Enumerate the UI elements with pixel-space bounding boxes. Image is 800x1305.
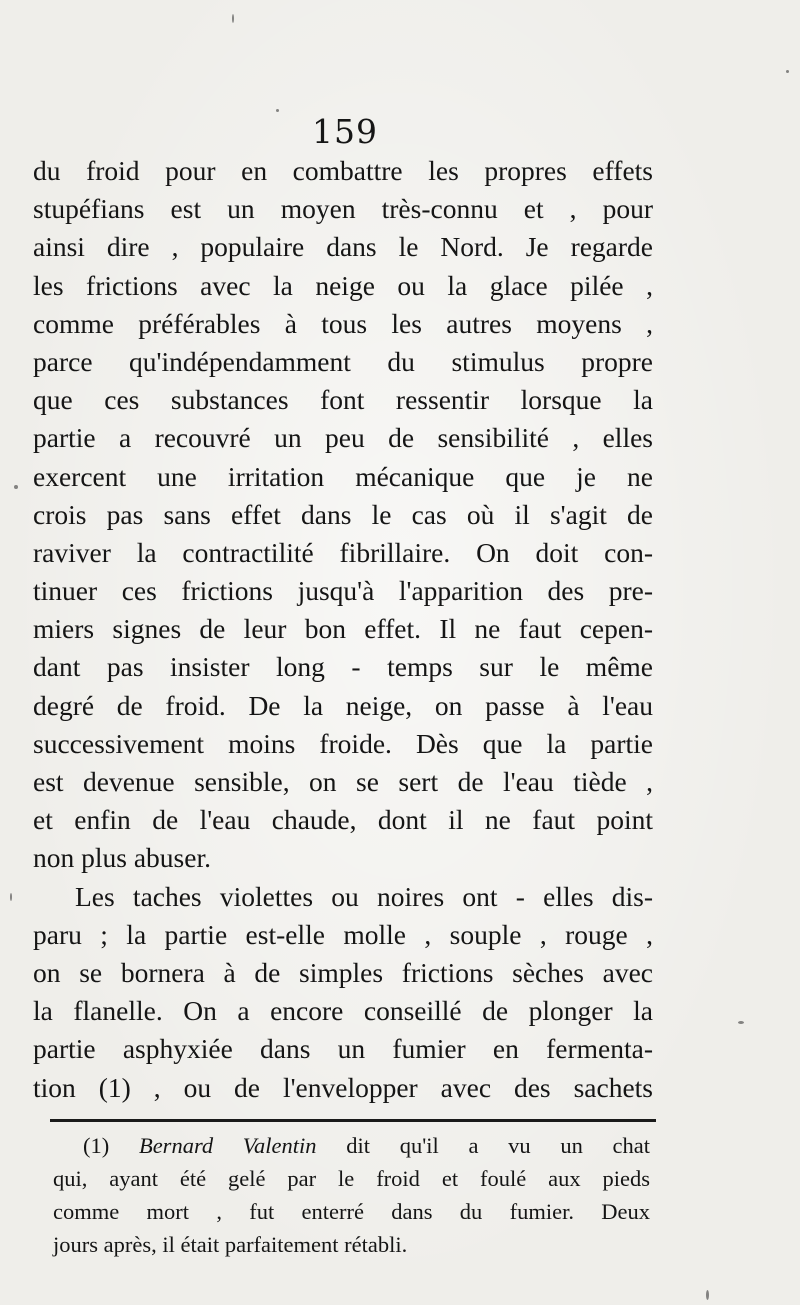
text-line: crois pas sans effet dans le cas où il s'agit de [33,498,653,530]
text-line: comme préférables à tous les autres moyens , [33,307,653,339]
footnote-rule [50,1119,656,1122]
text-line: les frictions avec la neige ou la glace pilée , [33,269,653,301]
text-line: on se bornera à de simples frictions sèches avec [33,956,653,988]
text-line: dant pas insister long - temps sur le même [33,651,653,683]
ink-speck [10,893,12,901]
text-line: miers signes de leur bon effet. Il ne faut cepen- [33,613,653,645]
paragraph-2 [33,878,653,1107]
text-line: exercent une irritation mécanique que je ne [33,460,653,492]
page-number: 159 [312,112,378,151]
body-text [33,152,653,1107]
ink-speck [276,109,279,112]
text-line: paru ; la partie est-elle molle , souple , rouge , [33,918,653,950]
footnote-line: qui, ayant été gelé par le froid et foulé aux pieds [53,1166,650,1191]
text-line: parce qu'indépendamment du stimulus propre [33,345,653,377]
ink-speck [738,1021,744,1024]
ink-speck [232,14,234,23]
footnote-first-line [53,1129,650,1162]
text-line: non plus abuser. [33,842,211,874]
ink-speck [786,70,789,73]
paragraph-1 [33,152,653,878]
ink-speck [14,485,18,489]
footnote-line: jours après, il était parfaitement rétabli. [53,1232,408,1257]
text-line: que ces substances font ressentir lorsque la [33,384,653,416]
text-line: Les taches violettes ou noires ont - elles dis- [75,880,653,912]
text-line: raviver la contractilité fibrillaire. On doit con- [33,536,653,568]
text-line: du froid pour en combattre les propres effets [33,155,653,186]
footnote-line: comme mort , fut enterré dans du fumier. Deux [53,1199,650,1224]
ink-speck [706,1290,709,1300]
text-line: et enfin de l'eau chaude, dont il ne faut point [33,804,653,836]
text-line: est devenue sensible, on se sert de l'eau tiède , [33,766,653,797]
text-line: ainsi dire , populaire dans le Nord. Je regarde [33,231,653,263]
text-line: tion (1) , ou de l'envelopper avec des sachets [33,1071,653,1103]
footnote-text: dit qu'il a vu un chat [346,1133,650,1158]
footnote [53,1129,650,1261]
footnote-author: Bernard Valentin [138,1133,317,1158]
text-line: la flanelle. On a encore conseillé de plonger la [33,995,653,1027]
text-line: partie asphyxiée dans un fumier en fermenta- [33,1033,653,1065]
text-line: successivement moins froide. Dès que la partie [33,727,653,759]
text-line: stupéfians est un moyen très-connu et , pour [33,193,653,225]
footnote-mark: (1) [83,1133,110,1158]
text-line: partie a recouvré un peu de sensibilité , elles [33,422,653,454]
text-line: degré de froid. De la neige, on passe à l'eau [33,689,653,721]
text-line: tinuer ces frictions jusqu'à l'apparition des pre- [33,575,653,607]
